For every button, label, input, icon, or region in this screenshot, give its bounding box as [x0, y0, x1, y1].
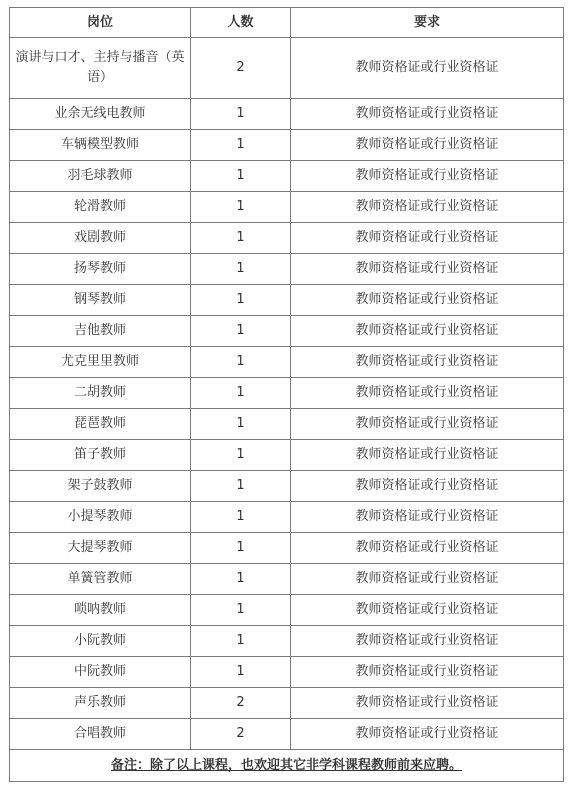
requirement-cell: 教师资格证或行业资格证: [291, 719, 564, 750]
count-cell: 1: [191, 595, 291, 626]
header-count: 人数: [191, 8, 291, 38]
table-row: [10, 471, 564, 502]
requirement-cell: 教师资格证或行业资格证: [291, 38, 564, 99]
table-row: [10, 130, 564, 161]
count-cell: 1: [191, 502, 291, 533]
header-position: 岗位: [10, 8, 191, 38]
table-row: [10, 626, 564, 657]
table-row: [10, 657, 564, 688]
position-cell: 扬琴教师: [10, 254, 191, 285]
requirement-cell: 教师资格证或行业资格证: [291, 254, 564, 285]
position-cell: 大提琴教师: [10, 533, 191, 564]
position-cell: 单簧管教师: [10, 564, 191, 595]
requirement-cell: 教师资格证或行业资格证: [291, 533, 564, 564]
position-cell: 唢呐教师: [10, 595, 191, 626]
count-cell: 1: [191, 533, 291, 564]
requirement-cell: 教师资格证或行业资格证: [291, 564, 564, 595]
table-row: [10, 99, 564, 130]
table-body: [10, 38, 564, 750]
requirement-cell: 教师资格证或行业资格证: [291, 99, 564, 130]
table-row: [10, 688, 564, 719]
position-cell: 笛子教师: [10, 440, 191, 471]
table-row: [10, 316, 564, 347]
requirement-cell: 教师资格证或行业资格证: [291, 657, 564, 688]
requirement-cell: 教师资格证或行业资格证: [291, 626, 564, 657]
requirement-cell: 教师资格证或行业资格证: [291, 688, 564, 719]
position-cell: 业余无线电教师: [10, 99, 191, 130]
table-header-row: [10, 8, 564, 38]
count-cell: 1: [191, 316, 291, 347]
table-row: [10, 409, 564, 440]
requirement-cell: 教师资格证或行业资格证: [291, 409, 564, 440]
table-row: [10, 192, 564, 223]
table-row: [10, 378, 564, 409]
position-cell: 中阮教师: [10, 657, 191, 688]
requirement-cell: 教师资格证或行业资格证: [291, 378, 564, 409]
requirement-cell: 教师资格证或行业资格证: [291, 440, 564, 471]
position-cell: 戏剧教师: [10, 223, 191, 254]
position-cell: 小阮教师: [10, 626, 191, 657]
requirement-cell: 教师资格证或行业资格证: [291, 161, 564, 192]
requirement-cell: 教师资格证或行业资格证: [291, 316, 564, 347]
count-cell: 1: [191, 254, 291, 285]
position-cell: 架子鼓教师: [10, 471, 191, 502]
count-cell: 2: [191, 719, 291, 750]
table-row: [10, 285, 564, 316]
requirement-cell: 教师资格证或行业资格证: [291, 223, 564, 254]
table-row: [10, 347, 564, 378]
requirement-cell: 教师资格证或行业资格证: [291, 130, 564, 161]
count-cell: 1: [191, 564, 291, 595]
count-cell: 1: [191, 223, 291, 254]
count-cell: 2: [191, 688, 291, 719]
position-cell: 车辆模型教师: [10, 130, 191, 161]
table-row: [10, 564, 564, 595]
recruitment-table: [9, 7, 564, 782]
table-row: [10, 533, 564, 564]
requirement-cell: 教师资格证或行业资格证: [291, 285, 564, 316]
count-cell: 1: [191, 657, 291, 688]
note-text: 备注：除了以上课程，也欢迎其它非学科课程教师前来应聘。: [10, 750, 564, 782]
position-cell: 二胡教师: [10, 378, 191, 409]
note-row: [10, 750, 564, 782]
count-cell: 1: [191, 285, 291, 316]
count-cell: 1: [191, 192, 291, 223]
position-cell: 吉他教师: [10, 316, 191, 347]
position-cell: 声乐教师: [10, 688, 191, 719]
position-cell: 尤克里里教师: [10, 347, 191, 378]
count-cell: 1: [191, 409, 291, 440]
table-row: [10, 595, 564, 626]
count-cell: 1: [191, 347, 291, 378]
requirement-cell: 教师资格证或行业资格证: [291, 502, 564, 533]
requirement-cell: 教师资格证或行业资格证: [291, 595, 564, 626]
requirement-cell: 教师资格证或行业资格证: [291, 192, 564, 223]
position-cell: 羽毛球教师: [10, 161, 191, 192]
table-row: [10, 223, 564, 254]
count-cell: 1: [191, 626, 291, 657]
table-row: [10, 502, 564, 533]
position-cell: 钢琴教师: [10, 285, 191, 316]
position-cell: 小提琴教师: [10, 502, 191, 533]
count-cell: 1: [191, 471, 291, 502]
table-row: [10, 38, 564, 99]
count-cell: 1: [191, 161, 291, 192]
table-row: [10, 161, 564, 192]
count-cell: 1: [191, 99, 291, 130]
header-requirement: 要求: [291, 8, 564, 38]
position-cell: 演讲与口才、主持与播音（英语）: [10, 38, 191, 99]
count-cell: 2: [191, 38, 291, 99]
position-cell: 合唱教师: [10, 719, 191, 750]
count-cell: 1: [191, 440, 291, 471]
count-cell: 1: [191, 378, 291, 409]
requirement-cell: 教师资格证或行业资格证: [291, 347, 564, 378]
requirement-cell: 教师资格证或行业资格证: [291, 471, 564, 502]
table-row: [10, 254, 564, 285]
count-cell: 1: [191, 130, 291, 161]
position-cell: 琵琶教师: [10, 409, 191, 440]
table-row: [10, 440, 564, 471]
recruitment-table-container: [9, 7, 563, 782]
position-cell: 轮滑教师: [10, 192, 191, 223]
table-row: [10, 719, 564, 750]
